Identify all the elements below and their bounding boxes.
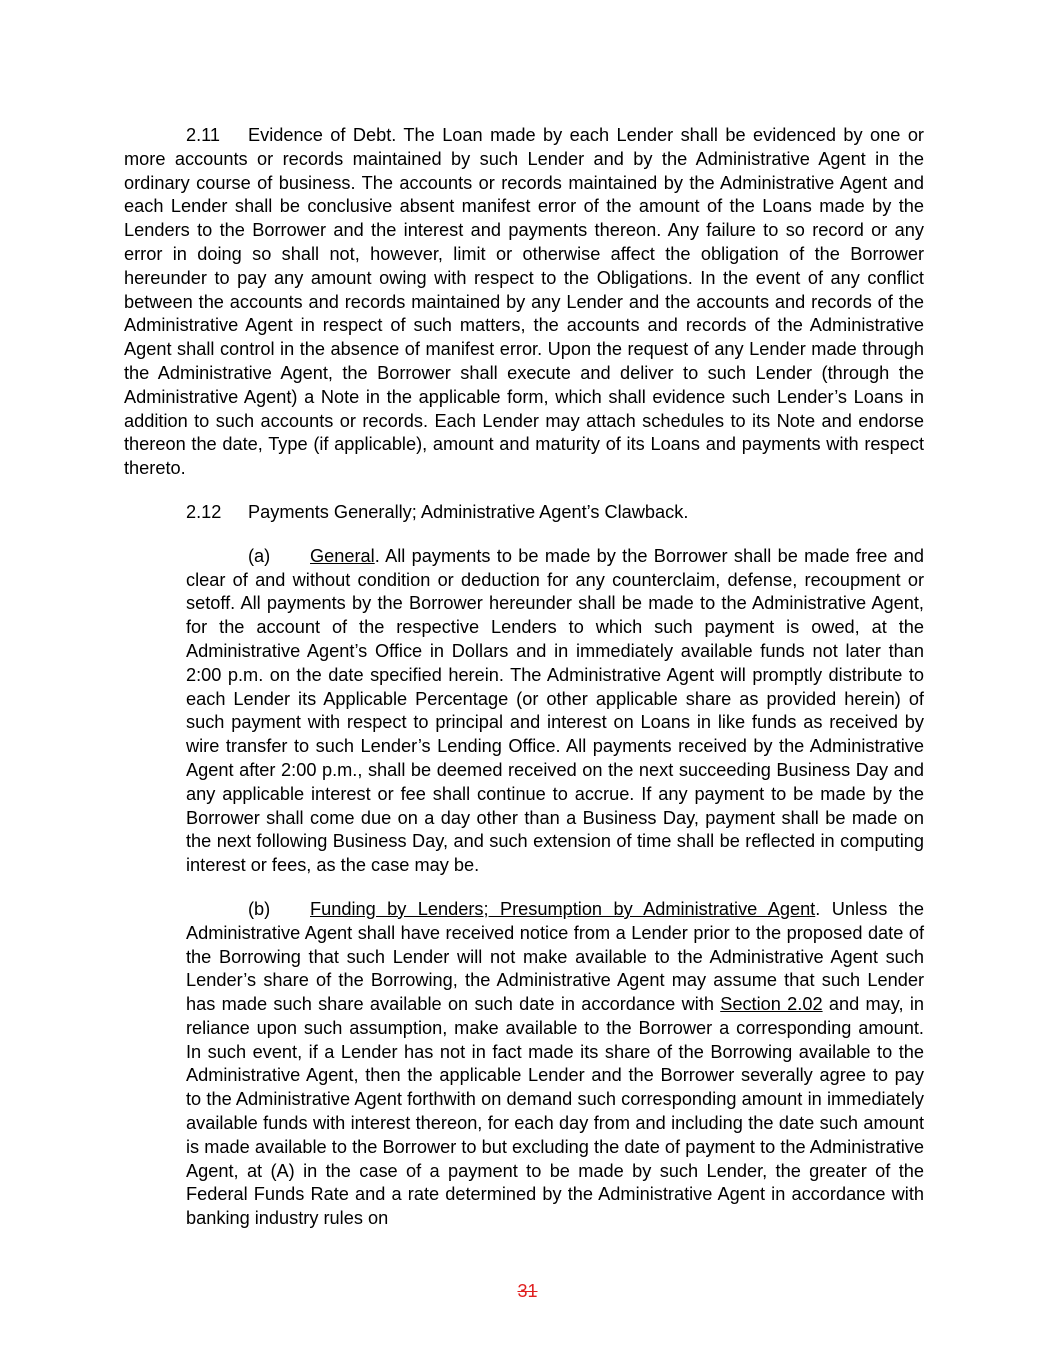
section-2-12-number: 2.12 [186,501,222,522]
section-2-11-number: 2.11 [186,125,221,145]
subsection-b-title: Funding by Lenders; Presumption by Administrative Agent [310,898,816,919]
section-2-02-reference: Section 2.02 [720,994,823,1015]
subsection-b-label: (b) [248,898,271,919]
subsection-b-paragraph [186,898,924,1231]
subsection-b-body-2: and may, in reliance upon such assumption, make available to the Borrower a corresponding amount. In such event, if a Lender has not in fact made its share of the Borrowing available to the Administrative Agent, then the applicable Lender and the Borrower severally agree to pay to the Administrative Agent forthwith on demand such corresponding amount in immediately available funds with interest thereon, for each day from and including the date such amount is made available to the Borrower to but excluding the date of payment to the Administrative Agent, at (A) in the case of a payment to be made by such Lender, the greater of the Federal Funds Rate and a rate determined by the Administrative Agent in accordance with banking industry rules on [186,994,924,1229]
section-2-12-title: Payments Generally; Administrative Agent’s Clawback. [248,501,689,522]
section-2-11-body: The Loan made by each Lender shall be evidenced by one or more accounts or records maintained by such Lender and by the Administrative Agent in the ordinary course of business. The accounts or records maintained by the Administrative Agent and each Lender shall be conclusive absent manifest error of the amount of the Loans made by the Lenders to the Borrower and the interest and payments thereon. Any failure to so record or any error in doing so shall not, however, limit or otherwise affect the obligation of the Borrower hereunder to pay any amount owing with respect to the Obligations. In the event of any conflict between the accounts and records maintained by any Lender and the accounts and records of the Administrative Agent in respect of such matters, the accounts and records of the Administrative Agent shall control in the absence of manifest error. Upon the request of any Lender made through the Administrative Agent, the Borrower shall execute and deliver to such Lender (through the Administrative Agent) a Note in the applicable form, which shall evidence such Lender’s Loans in addition to such accounts or records. Each Lender may attach schedules to its Note and endorse thereon the date, Type (if applicable), amount and maturity of its Loans and payments with respect thereto. [124,125,924,479]
document-page [124,124,924,1231]
subsection-a-title: General [310,545,375,566]
section-2-11-title: Evidence of Debt. [248,125,397,145]
page-number: 31 [517,1281,538,1301]
subsection-a-paragraph [186,545,924,878]
subsection-a-label: (a) [248,545,271,566]
section-2-12-heading [124,501,924,525]
subsection-b-body-1: . Unless the Administrative Agent shall have received notice from a Lender prior to the proposed date of the Borrowing that such Lender will not make available to the Administrative Agent such Lender’s share of the Borrowing, the Administrative Agent may assume that such Lender has made such share available on such date in accordance with [186,898,924,1015]
section-2-11-paragraph [124,124,924,481]
subsection-a-body: . All payments to be made by the Borrower shall be made free and clear of and without condition or deduction for any counterclaim, defense, recoupment or setoff. All payments by the Borrower hereunder shall be made to the Administrative Agent, for the account of the respective Lenders to which such payment is owed, at the Administrative Agent’s Office in Dollars and in immediately available funds not later than 2:00 p.m. on the date specified herein. The Administrative Agent will promptly distribute to each Lender its Applicable Percentage (or other applicable share as provided herein) of such payment with respect to principal and interest on Loans in like funds as received by wire transfer to such Lender’s Lending Office. All payments received by the Administrative Agent after 2:00 p.m., shall be deemed received on the next succeeding Business Day and any applicable interest or fee shall continue to accrue. If any payment to be made by the Borrower shall come due on a day other than a Business Day, payment shall be made on the next following Business Day, and such extension of time shall be reflected in computing interest or fees, as the case may be. [186,545,924,876]
